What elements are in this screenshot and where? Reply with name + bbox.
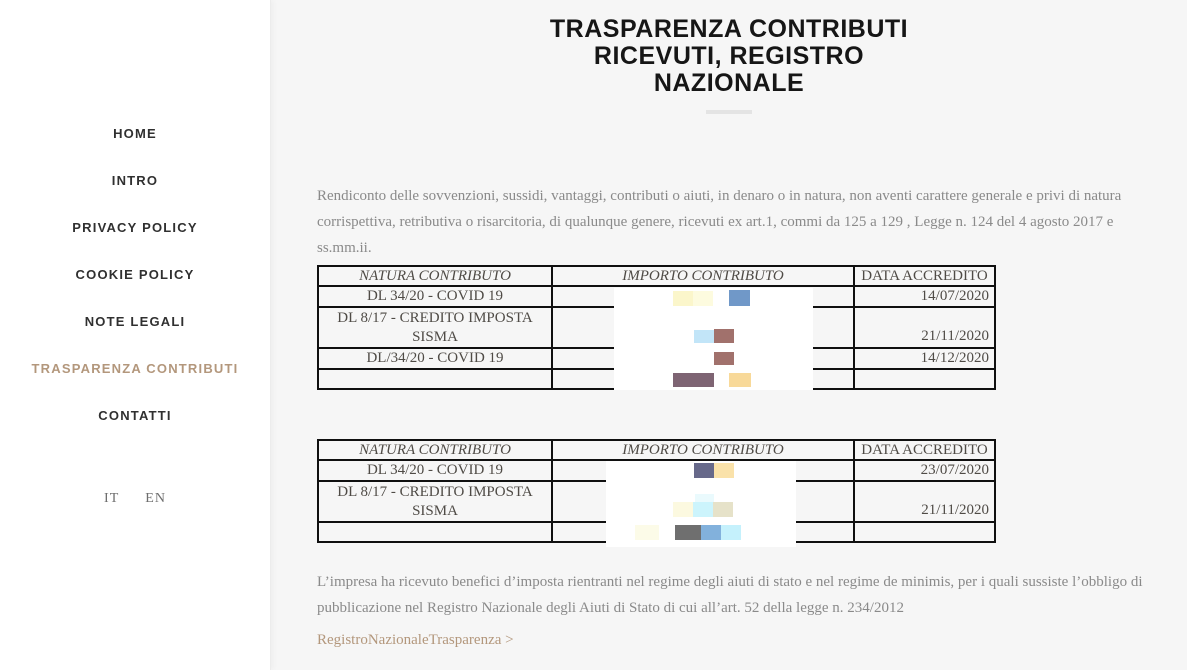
redacted-value-pixel bbox=[675, 525, 701, 540]
redacted-value-pixel bbox=[693, 502, 713, 517]
sidebar-item-cookie-policy[interactable] bbox=[0, 251, 270, 298]
natura-cell: DL 34/20 - COVID 19 bbox=[318, 286, 552, 307]
sidebar-item-note-legali-label[interactable]: NOTE LEGALI bbox=[84, 314, 186, 329]
sidebar-item-intro-label[interactable]: INTRO bbox=[111, 173, 159, 188]
data-accredito-cell bbox=[854, 369, 995, 389]
redacted-value-pixel bbox=[694, 330, 714, 343]
data-accredito-cell: 14/12/2020 bbox=[854, 348, 995, 369]
redacted-value-pixel bbox=[714, 329, 734, 343]
redacted-value-pixel bbox=[635, 525, 659, 540]
natura-cell bbox=[318, 369, 552, 389]
page-title-line-3: NAZIONALE bbox=[653, 69, 805, 97]
redacted-value-pixel bbox=[713, 502, 733, 517]
redacted-value-pixel bbox=[701, 525, 721, 540]
data-accredito-cell: 21/11/2020 bbox=[854, 307, 995, 348]
natura-cell: DL 8/17 - CREDITO IMPOSTA SISMA bbox=[318, 481, 552, 522]
redacted-value-pixel bbox=[714, 352, 734, 365]
redacted-value-pixel bbox=[673, 373, 714, 387]
data-accredito-cell: 23/07/2020 bbox=[854, 460, 995, 481]
page-title-line-1: TRASPARENZA CONTRIBUTI bbox=[549, 15, 909, 43]
natura-cell: DL 34/20 - COVID 19 bbox=[318, 460, 552, 481]
redacted-value-pixel bbox=[714, 463, 734, 478]
natura-cell bbox=[318, 522, 552, 542]
sidebar-item-home[interactable] bbox=[0, 110, 270, 157]
sidebar-item-note-legali[interactable] bbox=[0, 298, 270, 345]
natura-cell: DL 8/17 - CREDITO IMPOSTA SISMA bbox=[318, 307, 552, 348]
redacted-value-pixel bbox=[721, 525, 741, 540]
header-importo-contributo: IMPORTO CONTRIBUTO bbox=[552, 266, 854, 286]
sidebar-item-privacy-policy-label[interactable]: PRIVACY POLICY bbox=[72, 220, 198, 235]
sidebar-item-home-label[interactable]: HOME bbox=[113, 126, 157, 141]
sidebar bbox=[0, 0, 271, 670]
redacted-value-pixel bbox=[729, 373, 751, 387]
page-title bbox=[271, 16, 1187, 97]
table-header-row bbox=[318, 266, 995, 286]
intro-paragraph: Rendiconto delle sovvenzioni, sussidi, vantaggi, contributi o aiuti, in denaro o in natura, non aventi carattere generale e privi di natura corrispettiva, retributiva o risarcitoria, di qualunque genere, ricevuti ex art.1, commi da 125 a 129 , Legge n. 124 del 4 agosto 2017 e ss.mm.ii. bbox=[317, 188, 1122, 256]
redacted-value-pixel bbox=[693, 291, 713, 306]
redacted-value-pixel bbox=[694, 463, 714, 478]
redacted-value-pixel bbox=[729, 290, 750, 306]
header-data-accredito: DATA ACCREDITO bbox=[854, 440, 995, 460]
language-switcher bbox=[0, 491, 270, 507]
data-accredito-cell: 21/11/2020 bbox=[854, 481, 995, 522]
main-content bbox=[271, 0, 1187, 670]
language-it-link[interactable]: IT bbox=[104, 491, 120, 506]
language-en-link[interactable]: EN bbox=[145, 491, 166, 506]
contributions-table-2-wrapper bbox=[317, 439, 994, 543]
data-accredito-cell bbox=[854, 522, 995, 542]
importo-redaction-overlay bbox=[614, 288, 813, 390]
header-importo-contributo: IMPORTO CONTRIBUTO bbox=[552, 440, 854, 460]
header-natura-contributo: NATURA CONTRIBUTO bbox=[318, 266, 552, 286]
sidebar-item-cookie-policy-label[interactable]: COOKIE POLICY bbox=[75, 267, 195, 282]
redacted-value-pixel bbox=[695, 494, 714, 502]
natura-cell: DL/34/20 - COVID 19 bbox=[318, 348, 552, 369]
title-divider bbox=[706, 110, 752, 114]
contributions-table-1-wrapper bbox=[317, 265, 994, 390]
sidebar-item-privacy-policy[interactable] bbox=[0, 204, 270, 251]
sidebar-item-trasparenza-contributi[interactable] bbox=[0, 345, 270, 392]
sidebar-item-contatti-label[interactable]: CONTATTI bbox=[98, 408, 172, 423]
header-natura-contributo: NATURA CONTRIBUTO bbox=[318, 440, 552, 460]
sidebar-item-contatti[interactable] bbox=[0, 392, 270, 439]
data-accredito-cell: 14/07/2020 bbox=[854, 286, 995, 307]
registro-nazionale-trasparenza-link[interactable]: RegistroNazionaleTrasparenza > bbox=[317, 632, 514, 648]
header-data-accredito: DATA ACCREDITO bbox=[854, 266, 995, 286]
sidebar-item-intro[interactable] bbox=[0, 157, 270, 204]
importo-redaction-overlay bbox=[606, 461, 796, 547]
redacted-value-pixel bbox=[673, 291, 693, 306]
sidebar-item-trasparenza-contributi-label[interactable]: TRASPARENZA CONTRIBUTI bbox=[31, 361, 239, 376]
sidebar-nav bbox=[0, 0, 270, 439]
redacted-value-pixel bbox=[673, 502, 693, 517]
footer-paragraph: L’impresa ha ricevuto benefici d’imposta rientranti nel regime degli aiuti di stato e nel regime de minimis, per i quali sussiste l’obbligo di pubblicazione nel Registro Nazionale degli Aiuti di Stato di cui all’art. 52 della legge n. 234/2012 bbox=[317, 574, 1143, 616]
page-title-line-2: RICEVUTI, REGISTRO bbox=[593, 42, 865, 70]
table-header-row bbox=[318, 440, 995, 460]
